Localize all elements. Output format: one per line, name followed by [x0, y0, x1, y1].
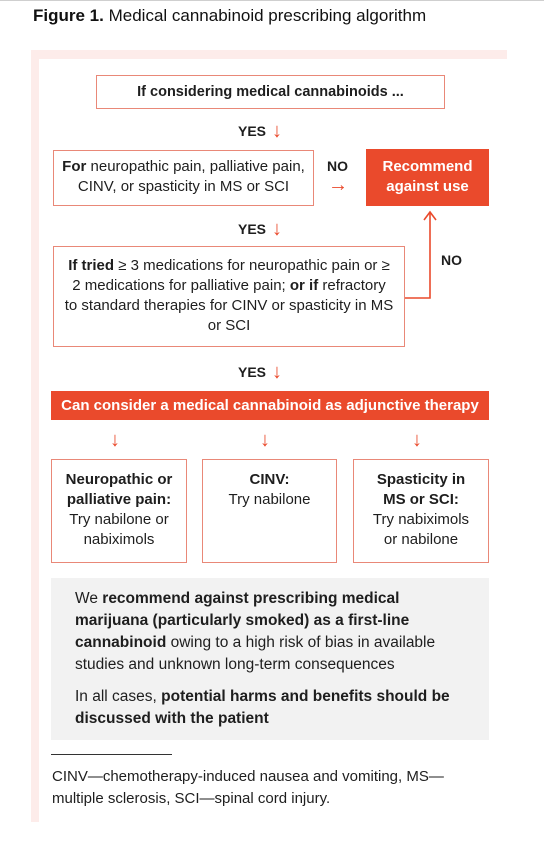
down-arrow-icon: ↓	[272, 120, 282, 142]
down-arrow-icon: ↓	[412, 429, 422, 451]
option-box-cinv	[202, 459, 337, 563]
option-text: Try nabilone or nabiximols	[69, 511, 169, 548]
recommend-against-box	[366, 149, 489, 206]
note-paragraph-1	[75, 588, 469, 676]
no-label-1: NO	[327, 158, 348, 174]
consider-text: Can consider a medical cannabinoid as adjunctive therapy	[61, 397, 479, 414]
figure-title-text: Medical cannabinoid prescribing algorithm	[108, 6, 427, 25]
yes-label-3: YES	[238, 364, 267, 380]
footnote-rule	[51, 754, 172, 755]
note-paragraph-2	[75, 686, 469, 730]
option-text: Try nabiximols or nabilone	[372, 511, 470, 548]
consider-banner	[51, 391, 489, 420]
option-box-spasticity	[353, 459, 489, 563]
figure-label: Figure 1.	[33, 6, 104, 25]
condition2-text2: refractory to standard therapies for CINV or spasticity in MS or SCI	[64, 277, 394, 334]
yes-label-1: YES	[238, 123, 267, 139]
down-arrow-icon: ↓	[110, 429, 120, 451]
down-arrow-icon: ↓	[272, 218, 282, 240]
note-p1-a: We	[75, 590, 103, 607]
start-text: If considering medical cannabinoids ...	[137, 84, 404, 100]
right-arrow-icon: →	[328, 174, 348, 196]
option-text: Try nabilone	[228, 491, 311, 508]
option-box-neuropathic	[51, 459, 187, 563]
recommend-against-text: Recommend against use	[382, 158, 473, 195]
note-p2-a: In all cases,	[75, 688, 162, 705]
note-p2-bold: potential harms and benefits should be discussed with the patient	[75, 688, 450, 727]
option-title: Spasticity in MS or SCI:	[376, 471, 466, 508]
condition2-text1: ≥ 3 medications for neuropathic pain or ≥ 2 medications for palliative pain;	[72, 257, 390, 294]
yes-label-2: YES	[238, 221, 267, 237]
note-p1-bold: recommend against prescribing medical marijuana (particularly smoked) as a first-line cannabinoid	[75, 590, 410, 651]
condition1-text: neuropathic pain, palliative pain, CINV, or spasticity in MS or SCI	[77, 158, 305, 195]
condition2-bold2: or if	[289, 277, 319, 294]
recommendation-note	[51, 578, 489, 740]
condition-box-1	[53, 150, 314, 206]
start-box	[96, 75, 445, 109]
down-arrow-icon: ↓	[260, 429, 270, 451]
condition-box-2	[53, 246, 405, 347]
condition2-bold1: If tried	[68, 257, 115, 274]
option-title: Neuropathic or palliative pain:	[65, 471, 173, 508]
no-label-2: NO	[441, 252, 462, 268]
footnote: CINV—chemotherapy-induced nausea and vomiting, MS—multiple sclerosis, SCI—spinal cord injury.	[52, 768, 444, 807]
condition1-bold: For	[62, 158, 87, 175]
option-title: CINV:	[249, 471, 290, 488]
note-p1-b: owing to a high risk of bias in available studies and unknown long-term consequences	[75, 634, 436, 673]
down-arrow-icon: ↓	[272, 361, 282, 383]
